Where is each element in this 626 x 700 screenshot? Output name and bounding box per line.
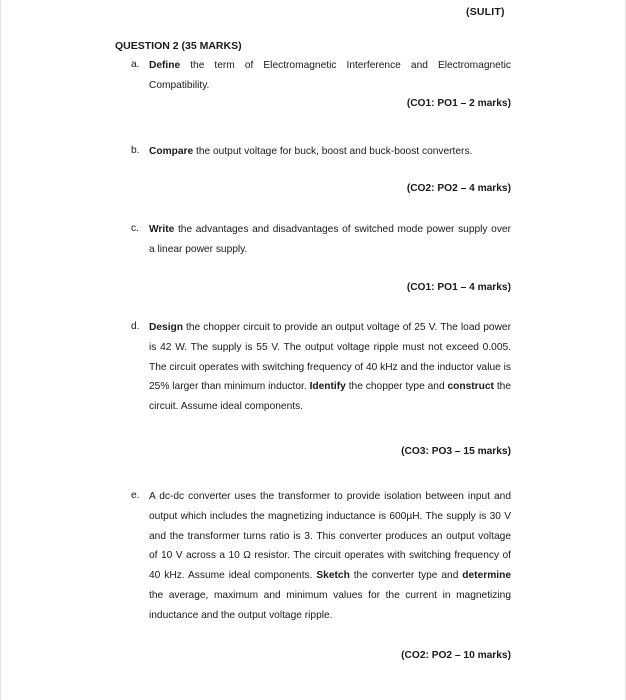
question-part-d (131, 318, 511, 417)
part-letter: b. (131, 145, 140, 156)
part-c-marks: (CO1: PO1 – 4 marks) (406, 282, 511, 293)
question-part-a (131, 56, 511, 96)
part-text (149, 142, 511, 162)
part-body: the circuit. Assume ideal components. (149, 381, 511, 413)
part-text (149, 487, 511, 626)
part-body: the average, maximum and minimum values for the current in magnetizing inductance and the output voltage ripple. (149, 589, 511, 621)
page-border-left (0, 0, 1, 700)
part-letter: a. (131, 59, 140, 70)
part-body: the converter type and (349, 570, 463, 582)
part-text (149, 220, 511, 260)
part-b-marks: (CO2: PO2 – 4 marks) (406, 183, 511, 194)
part-body: the chopper circuit to provide an output voltage of 25 V. The load power is 42 W. The supply is 55 V. The output voltage ripple must not exceed 0.005. The circuit operates with switching frequency of 40 kHz and the inductor value is 25% larger than minimum inductor. (149, 322, 511, 393)
part-text (149, 56, 511, 96)
part-letter: d. (131, 321, 140, 332)
part-lead-verb: Compare (149, 146, 194, 157)
part-body: A dc-dc converter uses the transformer to provide isolation between input and output which includes the magnetizing inductance is 600µH. The supply is 30 V and the transformer turns ratio is 3. This converter produces an output voltage of 10 V across a 10 Ω resistor. The circuit operates with switching frequency of 40 kHz. Assume ideal components. (149, 491, 511, 582)
part-body: the chopper type and (345, 381, 448, 393)
part-d-marks: (CO3: PO3 – 15 marks) (401, 446, 511, 457)
part-bold-verb: determine (462, 570, 511, 582)
question-part-e (131, 487, 511, 626)
part-body: the term of Electromagnetic Interference and Electromagnetic Compatibility. (149, 60, 511, 91)
part-lead-verb: Write (149, 224, 175, 235)
part-text (149, 318, 511, 417)
part-lead-verb: Design (149, 322, 183, 333)
part-a-marks: (CO1: PO1 – 2 marks) (406, 98, 511, 109)
question-part-b (131, 142, 511, 162)
header-sulit-label: (SULIT) (466, 6, 505, 18)
part-e-marks: (CO2: PO2 – 10 marks) (401, 650, 511, 661)
part-letter: e. (131, 490, 140, 501)
part-lead-verb: Define (149, 60, 181, 71)
question-title: QUESTION 2 (35 MARKS) (115, 40, 242, 52)
question-part-c (131, 220, 511, 260)
part-bold-verb: construct (447, 381, 494, 393)
part-letter: c. (131, 223, 139, 234)
part-bold-verb: Sketch (316, 570, 350, 582)
part-body: the advantages and disadvantages of switched mode power supply over a linear power supply. (149, 224, 511, 255)
part-body: the output voltage for buck, boost and buck-boost converters. (193, 146, 473, 157)
part-bold-verb: Identify (309, 381, 346, 393)
